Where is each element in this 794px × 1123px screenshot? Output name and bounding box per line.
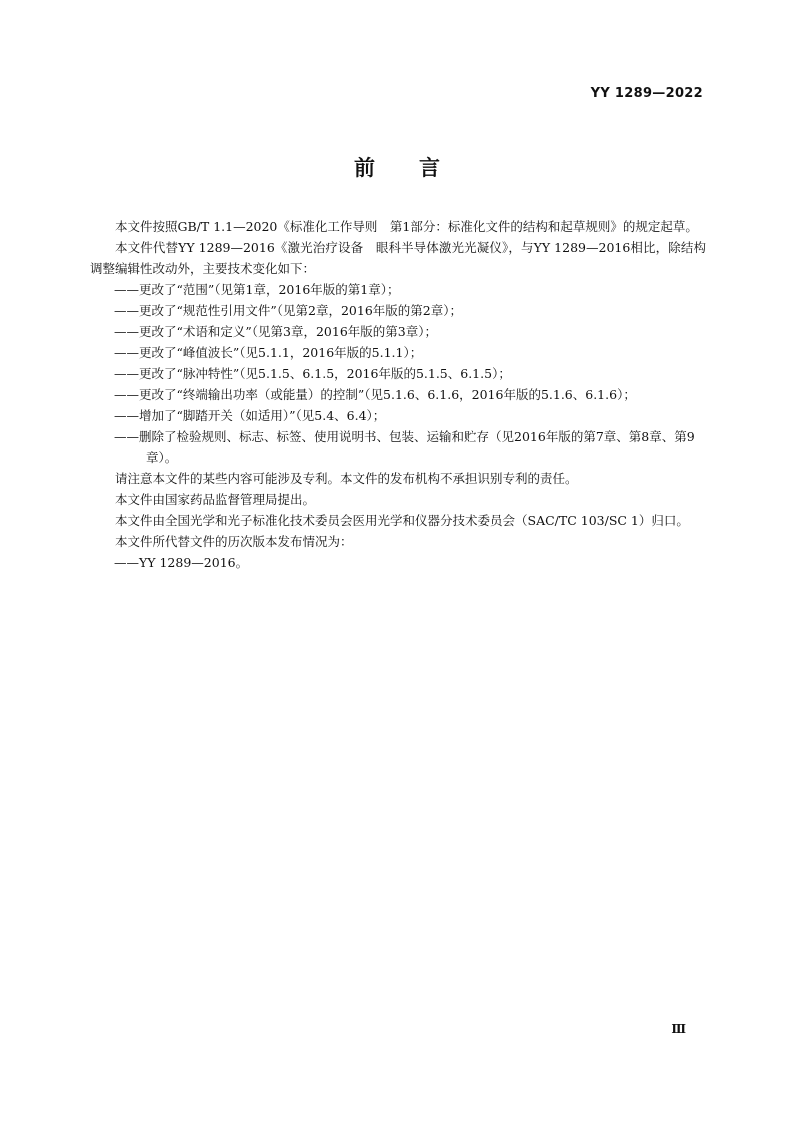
- paragraph-history-intro: 本文件所代替文件的历次版本发布情况为：: [115, 534, 353, 549]
- page-title: 前言: [354, 156, 484, 180]
- change-item: ——更改了“脉冲特性”（见5.1.5、6.1.5，2016年版的5.1.5、6.1.5）；: [114, 366, 511, 381]
- page-number: Ⅲ: [671, 1022, 686, 1036]
- standard-code: YY 1289—2022: [590, 86, 703, 101]
- document-body: [90, 216, 706, 573]
- paragraph-centralized: 本文件由全国光学和光子标准化技术委员会医用光学和仪器分技术委员会（SAC/TC 103/SC 1）归口。: [115, 513, 689, 528]
- change-item: ——更改了“峰值波长”（见5.1.1，2016年版的5.1.1）；: [114, 345, 423, 360]
- paragraph-proposer: 本文件由国家药品监督管理局提出。: [115, 492, 316, 507]
- change-item: ——更改了“术语和定义”（见第3章，2016年版的第3章）；: [114, 324, 437, 339]
- change-item: ——删除了检验规则、标志、标签、使用说明书、包装、运输和贮存（见2016年版的第7章、第8章、第9章）。: [114, 429, 695, 465]
- change-item: ——更改了“范围”（见第1章，2016年版的第1章）；: [114, 282, 400, 297]
- change-item: ——更改了“终端输出功率（或能量）的控制”（见5.1.6、6.1.6，2016年版的5.1.6、6.1.6）；: [114, 387, 636, 402]
- paragraph-patent-notice: 请注意本文件的某些内容可能涉及专利。本文件的发布机构不承担识别专利的责任。: [115, 471, 578, 486]
- paragraph-drafting-basis: 本文件按照GB/T 1.1—2020《标准化工作导则 第1部分：标准化文件的结构和起草规则》的规定起草。: [115, 219, 698, 234]
- change-item: ——更改了“规范性引用文件”（见第2章，2016年版的第2章）；: [114, 303, 462, 318]
- change-item: ——增加了“脚踏开关（如适用）”（见5.4、6.4）；: [114, 408, 386, 423]
- history-item: ——YY 1289—2016。: [114, 555, 249, 570]
- paragraph-replacement: 本文件代替YY 1289—2016《激光治疗设备 眼科半导体激光光凝仪》，与YY 1289—2016相比，除结构调整编辑性改动外，主要技术变化如下：: [90, 240, 706, 276]
